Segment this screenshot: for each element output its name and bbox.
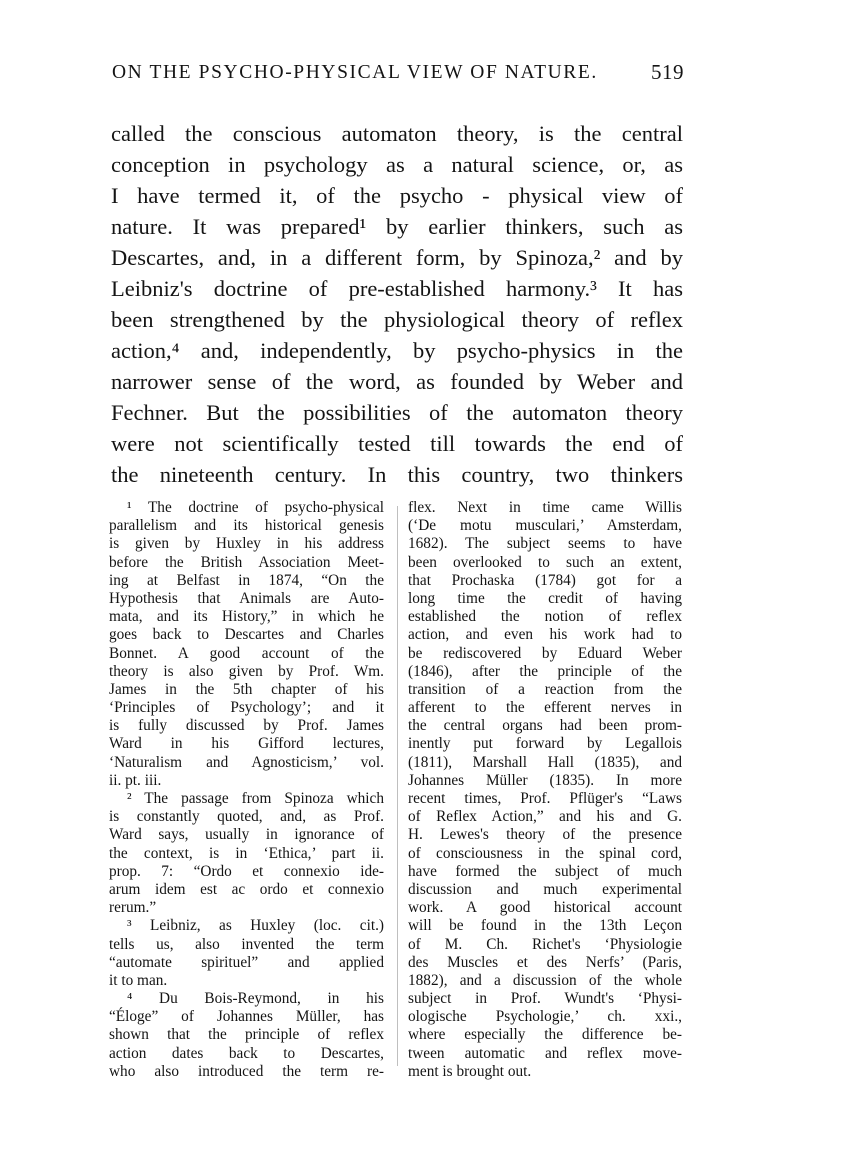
footnote-line: goes back to Descartes and Charles xyxy=(109,626,384,644)
footnote-line: ‘Principles of Psychology’; and it xyxy=(109,699,384,717)
body-line: Fechner. But the possibilities of the automaton theory xyxy=(111,400,683,425)
footnote-line: who also introduced the term re- xyxy=(109,1062,384,1080)
footnote-line: where especially the difference be- xyxy=(408,1026,682,1044)
footnote-line: Ward says, usually in ignorance of xyxy=(109,826,384,844)
footnote-line: (1811), Marshall Hall (1835), and xyxy=(408,753,682,771)
footnote-line: H. Lewes's theory of the presence xyxy=(408,826,682,844)
body-line: I have termed it, of the psycho - physical view of xyxy=(111,183,683,208)
footnote-line: ² The passage from Spinoza which xyxy=(127,790,384,807)
footnote-line: ‘Naturalism and Agnosticism,’ vol. xyxy=(109,753,384,771)
footnote-line: is constantly quoted, and, as Prof. xyxy=(109,808,384,826)
footnote-line: that Prochaska (1784) got for a xyxy=(408,571,682,589)
body-line: nature. It was prepared¹ by earlier thinkers, such as xyxy=(111,214,683,239)
running-header xyxy=(112,62,684,92)
footnote-line: prop. 7: “Ordo et connexio ide- xyxy=(109,862,384,880)
footnote-line: Bonnet. A good account of the xyxy=(109,644,384,662)
footnote-line: of Reflex Action,” and his and G. xyxy=(408,808,682,826)
footnote-line: discussion and much experimental xyxy=(408,880,682,898)
main-paragraph xyxy=(111,118,683,490)
page-number: 519 xyxy=(651,60,684,84)
footnote-line: inently put forward by Legallois xyxy=(408,735,682,753)
footnote-line: Johannes Müller (1835). In more xyxy=(408,771,682,789)
body-line: been strengthened by the physiological theory of reflex xyxy=(111,307,683,332)
footnote-line: arum idem est ac ordo et connexio xyxy=(109,880,384,898)
footnote-line: of consciousness in the spinal cord, xyxy=(408,844,682,862)
footnote-line: ing at Belfast in 1874, “On the xyxy=(109,571,384,589)
footnote-line: been overlooked to such an extent, xyxy=(408,553,682,571)
footnote-line: ii. pt. iii. xyxy=(109,771,162,789)
body-line: the nineteenth century. In this country, two thinkers xyxy=(111,462,683,487)
footnote-line: of M. Ch. Richet's ‘Physiologie xyxy=(408,935,682,953)
footnote-line: (1846), after the principle of the xyxy=(408,662,682,680)
footnote-line: established the notion of reflex xyxy=(408,608,682,626)
body-line: Leibniz's doctrine of pre-established harmony.³ It has xyxy=(111,276,683,301)
footnote-line: “automate spirituel” and applied xyxy=(109,953,384,971)
footnote-line: 1882), and a discussion of the whole xyxy=(408,971,682,989)
footnote-line: “Éloge” of Johannes Müller, has xyxy=(109,1008,384,1026)
footnote-line: ³ Leibniz, as Huxley (loc. cit.) xyxy=(127,917,384,935)
footnote-line: have formed the subject of much xyxy=(408,862,682,880)
footnote-line: recent times, Prof. Pflüger's “Laws xyxy=(408,790,682,807)
footnote-line: 1682). The subject seems to have xyxy=(408,535,682,553)
footnote-line: transition of a reaction from the xyxy=(408,680,682,698)
footnote-line: ment is brought out. xyxy=(408,1062,532,1080)
footnote-line: is fully discussed by Prof. James xyxy=(109,717,384,735)
footnote-line: is given by Huxley in his address xyxy=(109,535,384,553)
footnote-line: tween automatic and reflex move- xyxy=(408,1044,682,1062)
footnote-line: action, and even his work had to xyxy=(408,626,682,644)
footnote-line: the central organs had been prom- xyxy=(408,717,682,735)
footnotes-left-column xyxy=(109,499,384,1081)
footnote-line: parallelism and its historical genesis xyxy=(109,517,384,535)
column-divider xyxy=(397,506,398,1066)
footnote-line: action dates back to Descartes, xyxy=(109,1044,384,1062)
body-line: were not scientifically tested till towards the end of xyxy=(111,431,683,456)
footnote-line: James in the 5th chapter of his xyxy=(109,680,384,698)
footnote-line: long time the credit of having xyxy=(408,589,682,607)
footnote-line: (‘De motu musculari,’ Amsterdam, xyxy=(408,517,682,535)
footnote-line: will be found in the 13th Leçon xyxy=(408,917,682,935)
footnote-line: mata, and its History,” in which he xyxy=(109,608,384,626)
body-line: called the conscious automaton theory, is the central xyxy=(111,121,683,146)
footnote-line: theory is also given by Prof. Wm. xyxy=(109,662,384,680)
footnote-line: subject in Prof. Wundt's ‘Physi- xyxy=(408,990,682,1008)
body-line: narrower sense of the word, as founded by Weber and xyxy=(111,369,683,394)
footnote-line: ologische Psychologie,’ ch. xxi., xyxy=(408,1008,682,1026)
footnote-line: rerum.” xyxy=(109,899,157,917)
footnote-line: it to man. xyxy=(109,971,168,989)
footnotes-right-column xyxy=(408,499,682,1081)
footnote-line: Ward in his Gifford lectures, xyxy=(109,735,384,753)
footnote-line: Hypothesis that Animals are Auto- xyxy=(109,589,384,607)
footnote-line: des Muscles et des Nerfs’ (Paris, xyxy=(408,953,682,971)
footnote-line: ¹ The doctrine of psycho-physical xyxy=(127,499,384,516)
footnote-line: tells us, also invented the term xyxy=(109,935,384,953)
footnote-line: ⁴ Du Bois-Reymond, in his xyxy=(127,990,384,1008)
body-line: action,⁴ and, independently, by psycho-physics in the xyxy=(111,338,683,363)
footnote-line: flex. Next in time came Willis xyxy=(408,499,682,516)
footnote-line: afferent to the efferent nerves in xyxy=(408,699,682,717)
body-line: Descartes, and, in a different form, by Spinoza,² and by xyxy=(111,245,683,270)
body-line: conception in psychology as a natural science, or, as xyxy=(111,152,683,177)
footnote-line: shown that the principle of reflex xyxy=(109,1026,384,1044)
footnote-line: the context, is in ‘Ethica,’ part ii. xyxy=(109,844,384,862)
footnote-line: be rediscovered by Eduard Weber xyxy=(408,644,682,662)
footnote-line: before the British Association Meet- xyxy=(109,553,384,571)
running-title: ON THE PSYCHO-PHYSICAL VIEW OF NATURE. xyxy=(112,62,598,83)
footnote-line: work. A good historical account xyxy=(408,899,682,917)
